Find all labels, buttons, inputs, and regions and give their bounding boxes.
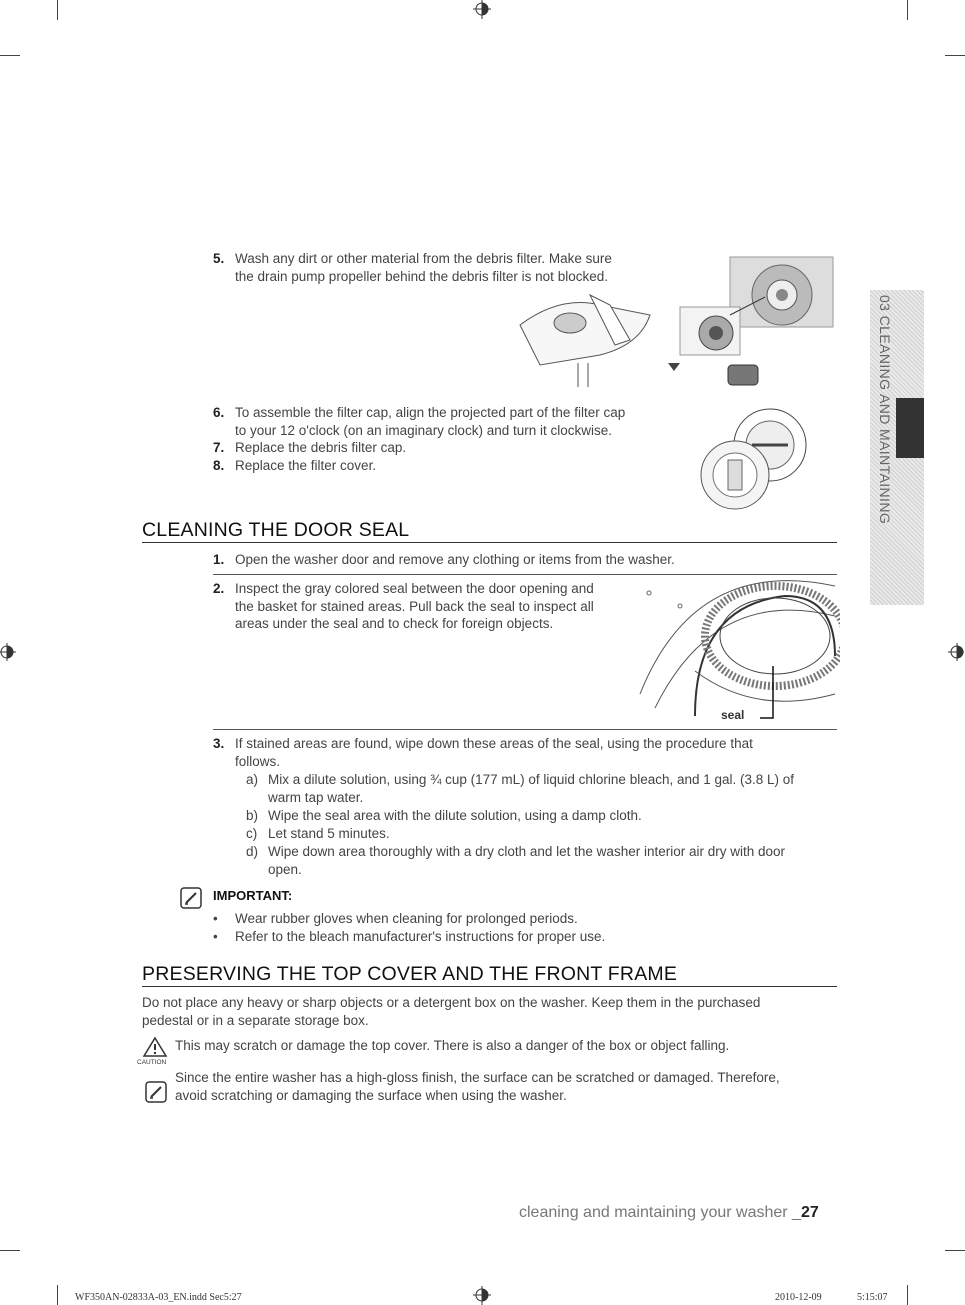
crop-mark <box>945 55 965 56</box>
caution-icon <box>142 1036 168 1058</box>
section-title-door-seal: CLEANING THE DOOR SEAL <box>142 519 410 541</box>
bullet-text: Refer to the bleach manufacturer's instructions for proper use. <box>235 929 606 944</box>
substep-line: warm tap water. <box>268 789 364 805</box>
section-rule <box>142 986 837 987</box>
step-line: Wash any dirt or other material from the debris filter. Make sure <box>235 251 612 266</box>
caution-label: CAUTION <box>137 1059 167 1066</box>
print-time: 5:15:07 <box>857 1292 888 1303</box>
step-number: 7. <box>213 440 225 455</box>
debris-filter-illustration <box>500 255 840 390</box>
step-line: To assemble the filter cap, align the projected part of the filter cap <box>235 405 626 420</box>
intro-line: Do not place any heavy or sharp objects or a detergent box on the washer. Keep them in the purchased <box>142 995 761 1010</box>
chapter-side-tab <box>870 290 924 605</box>
substep-line: open. <box>268 861 302 877</box>
note-icon <box>145 1081 167 1103</box>
substep-letter: a) <box>246 772 259 787</box>
step-text: Replace the filter cover. <box>235 458 377 473</box>
caution-text: This may scratch or damage the top cover. There is also a danger of the box or object falling. <box>175 1038 730 1053</box>
substep-letter: c) <box>246 826 258 841</box>
crop-mark <box>907 1285 908 1305</box>
note-icon <box>180 887 202 909</box>
step-number: 5. <box>213 251 225 266</box>
intro-line: pedestal or in a separate storage box. <box>142 1013 369 1028</box>
print-file-info: WF350AN-02833A-03_EN.indd Sec5:27 <box>75 1292 242 1303</box>
step-number: 3. <box>213 736 225 751</box>
footer-caption-text: cleaning and maintaining your washer _ <box>519 1204 801 1221</box>
step-line: areas under the seal and to check for foreign objects. <box>235 616 554 631</box>
crop-mark <box>945 1250 965 1251</box>
bullet-text: Wear rubber gloves when cleaning for prolonged periods. <box>235 911 578 926</box>
registration-mark-top <box>470 0 494 20</box>
step-number: 8. <box>213 458 225 473</box>
step-text: Replace the debris filter cap. <box>235 440 407 455</box>
step-number: 1. <box>213 552 225 567</box>
crop-mark <box>0 55 20 56</box>
crop-mark <box>57 0 58 20</box>
door-seal-illustration <box>635 576 840 726</box>
chapter-tab-label: 03 CLEANING AND MAINTAINING <box>877 295 893 525</box>
seal-callout-label: seal <box>721 708 745 722</box>
step-number: 2. <box>213 581 225 596</box>
page-number: 27 <box>800 1204 819 1221</box>
page-footer-caption <box>519 1204 819 1222</box>
step-line: to your 12 o'clock (on an imaginary clock) and turn it clockwise. <box>235 422 612 438</box>
note-text <box>175 1069 845 1105</box>
registration-mark-right <box>946 640 964 664</box>
note-line: avoid scratching or damaging the surface when using the washer. <box>175 1088 567 1103</box>
important-title: IMPORTANT: <box>213 888 293 903</box>
substep-text: Wipe the seal area with the dilute solution, using a damp cloth. <box>268 808 642 823</box>
step-number: 6. <box>213 405 225 420</box>
print-date: 2010-12-09 <box>775 1292 822 1303</box>
step-line: the basket for stained areas. Pull back the seal to inspect all <box>235 598 594 614</box>
step-text <box>235 735 753 770</box>
substep-line: Wipe down area thoroughly with a dry cloth and let the washer interior air dry with door <box>268 844 786 859</box>
step-text: Open the washer door and remove any clothing or items from the washer. <box>235 552 675 567</box>
step-line: the drain pump propeller behind the debris filter is not blocked. <box>235 268 608 284</box>
bullet-dot: • <box>213 911 218 926</box>
substep-text: Let stand 5 minutes. <box>268 826 390 841</box>
chapter-tab-marker <box>896 398 924 458</box>
crop-mark <box>907 0 908 20</box>
substep-letter: d) <box>246 844 259 859</box>
step-line: Inspect the gray colored seal between the door opening and <box>235 581 594 596</box>
crop-mark <box>57 1285 58 1305</box>
substep-text <box>268 771 794 806</box>
step-divider <box>213 574 837 575</box>
preserving-intro <box>142 994 842 1030</box>
step-divider <box>213 729 837 730</box>
filter-cap-illustration <box>690 405 820 515</box>
registration-mark-bottom <box>470 1285 494 1305</box>
section-title-preserving: PRESERVING THE TOP COVER AND THE FRONT FRAME <box>142 963 678 985</box>
step-text <box>235 404 625 439</box>
step-text <box>235 580 594 633</box>
bullet-dot: • <box>213 929 218 944</box>
step-line: If stained areas are found, wipe down these areas of the seal, using the procedure that <box>235 736 753 751</box>
substep-line: Mix a dilute solution, using ¾ cup (177 mL) of liquid chlorine bleach, and 1 gal. (3.8 L) of <box>268 772 795 787</box>
step-line: follows. <box>235 753 281 769</box>
note-line: Since the entire washer has a high-gloss finish, the surface can be scratched or damaged. Therefore, <box>175 1070 780 1085</box>
crop-mark <box>0 1250 20 1251</box>
registration-mark-left <box>0 640 18 664</box>
section-rule <box>142 542 837 543</box>
substep-letter: b) <box>246 808 259 823</box>
substep-text <box>268 843 785 878</box>
